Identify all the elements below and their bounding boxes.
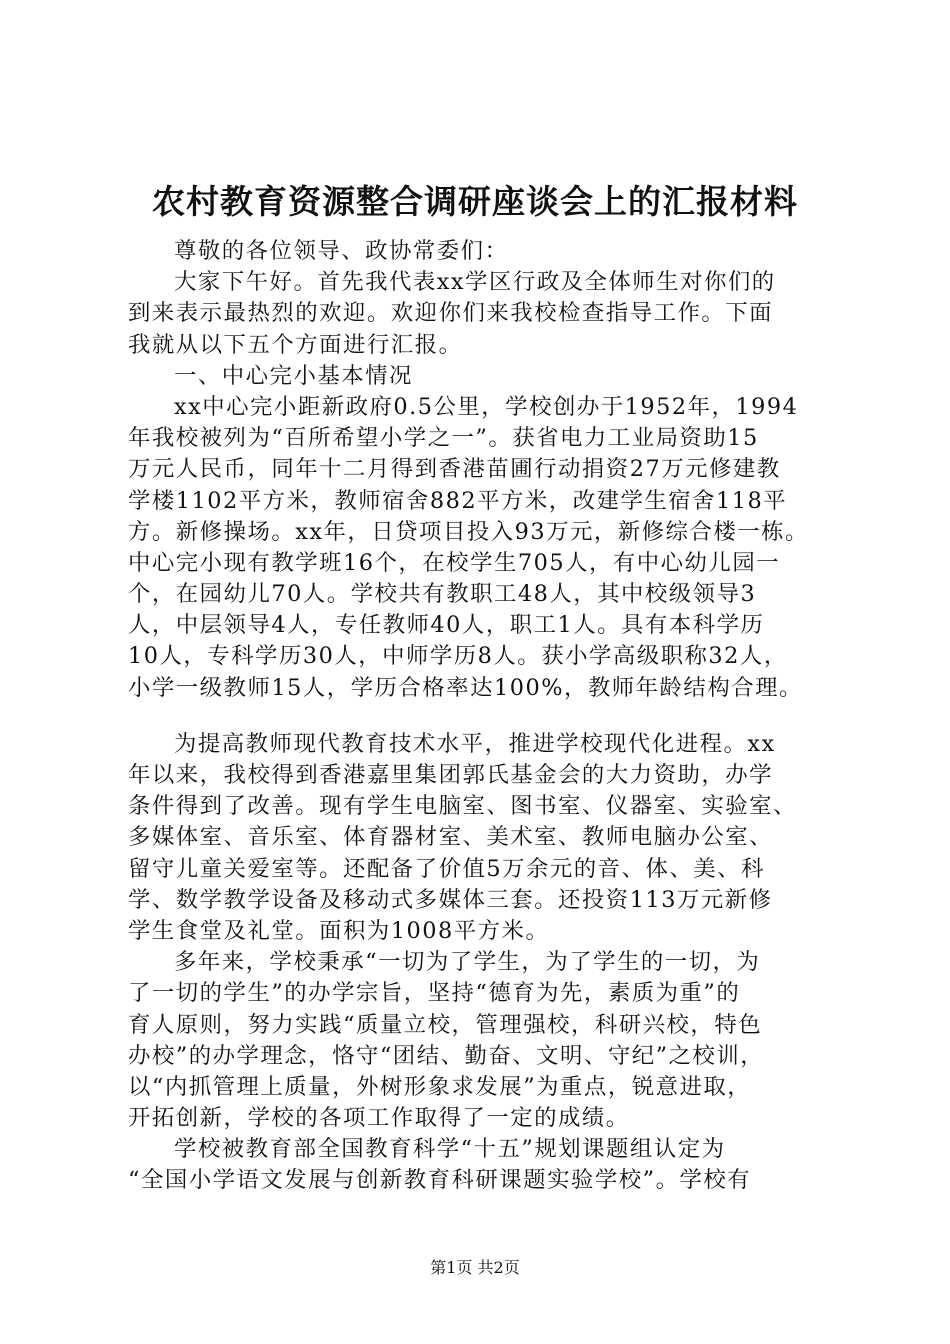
text-line: 学生食堂及礼堂。面积为1008平方米。 [128, 917, 550, 944]
text-line: 万元人民币，同年十二月得到香港苗圃行动捐资27万元修建教 [128, 456, 781, 483]
text-line: 办校”的办学理念，恪守“团结、勤奋、文明、守纪”之校训， [128, 1042, 765, 1069]
text-line: 多年来，学校秉承“一切为了学生，为了学生的一切，为 [174, 949, 761, 976]
paragraph-gap [128, 704, 828, 729]
text-line: “全国小学语文发展与创新教育科研课题实验学校”。学校有 [128, 1167, 752, 1194]
text-line: 方。新修操场。xx年，日贷项目投入93万元，新修综合楼一栋。 [128, 518, 809, 545]
page-number-footer: 第1页 共2页 [430, 1258, 520, 1277]
text-line: 留守儿童关爱室等。还配备了价值5万余元的音、体、美、科 [128, 855, 765, 882]
text-line: xx中心完小距新政府0.5公里，学校创办于1952年，1994 [174, 393, 799, 420]
text-line: 个，在园幼儿70人。学校共有教职工48人，其中校级领导3 [128, 581, 757, 608]
text-line: 学校被教育部全国教育科学“十五”规划课题组认定为 [174, 1136, 726, 1163]
text-line: 大家下午好。首先我代表xx学区行政及全体师生对你们的 [174, 269, 776, 296]
text-line: 以“内抓管理上质量，外树形象求发展”为重点，锐意进取， [128, 1073, 752, 1100]
text-line: 学、数学教学设备及移动式多媒体三套。还投资113万元新修 [128, 886, 773, 913]
text-line: 年我校被列为“百所希望小学之一”。获省电力工业局资助15 [128, 425, 759, 452]
text-line: 10人，专科学历30人，中师学历8人。获小学高级职称32人， [128, 643, 788, 670]
text-line: 多媒体室、音乐室、体育器材室、美术室、教师电脑办公室、 [128, 824, 774, 851]
text-line: 到来表示最热烈的欢迎。欢迎你们来我校检查指导工作。下面 [128, 300, 774, 327]
text-line: 人，中层领导4人，专任教师40人，职工1人。具有本科学历 [128, 612, 765, 639]
text-line: 了一切的学生”的办学宗旨，坚持“德育为先，素质为重”的 [128, 980, 741, 1007]
document-title: 农村教育资源整合调研座谈会上的汇报材料 [152, 182, 798, 221]
section-heading: 一、中心完小基本情况 [174, 362, 413, 389]
text-line: 年以来，我校得到香港嘉里集团郭氏基金会的大力资助，办学 [128, 762, 774, 788]
text-line: 为提高教师现代教育技术水平，推进学校现代化进程。xx [174, 730, 776, 757]
text-line: 学楼1102平方米，教师宿舍882平方米，改建学生宿舍118平 [128, 487, 788, 514]
text-line: 条件得到了改善。现有学生电脑室、图书室、仪器室、实验室、 [128, 793, 797, 820]
text-line: 尊敬的各位领导、政协常委们： [174, 238, 509, 264]
text-line: 小学一级教师15人，学历合格率达100%，教师年龄结构合理。 [128, 674, 803, 701]
text-line: 开拓创新，学校的各项工作取得了一定的成绩。 [128, 1105, 630, 1132]
document-body [128, 236, 828, 1197]
text-line: 育人原则，努力实践“质量立校，管理强校，科研兴校，特色 [128, 1011, 763, 1038]
text-line: 我就从以下五个方面进行汇报。 [128, 331, 463, 358]
text-line: 中心完小现有教学班16个，在校学生705人，有中心幼儿园一 [128, 549, 781, 576]
